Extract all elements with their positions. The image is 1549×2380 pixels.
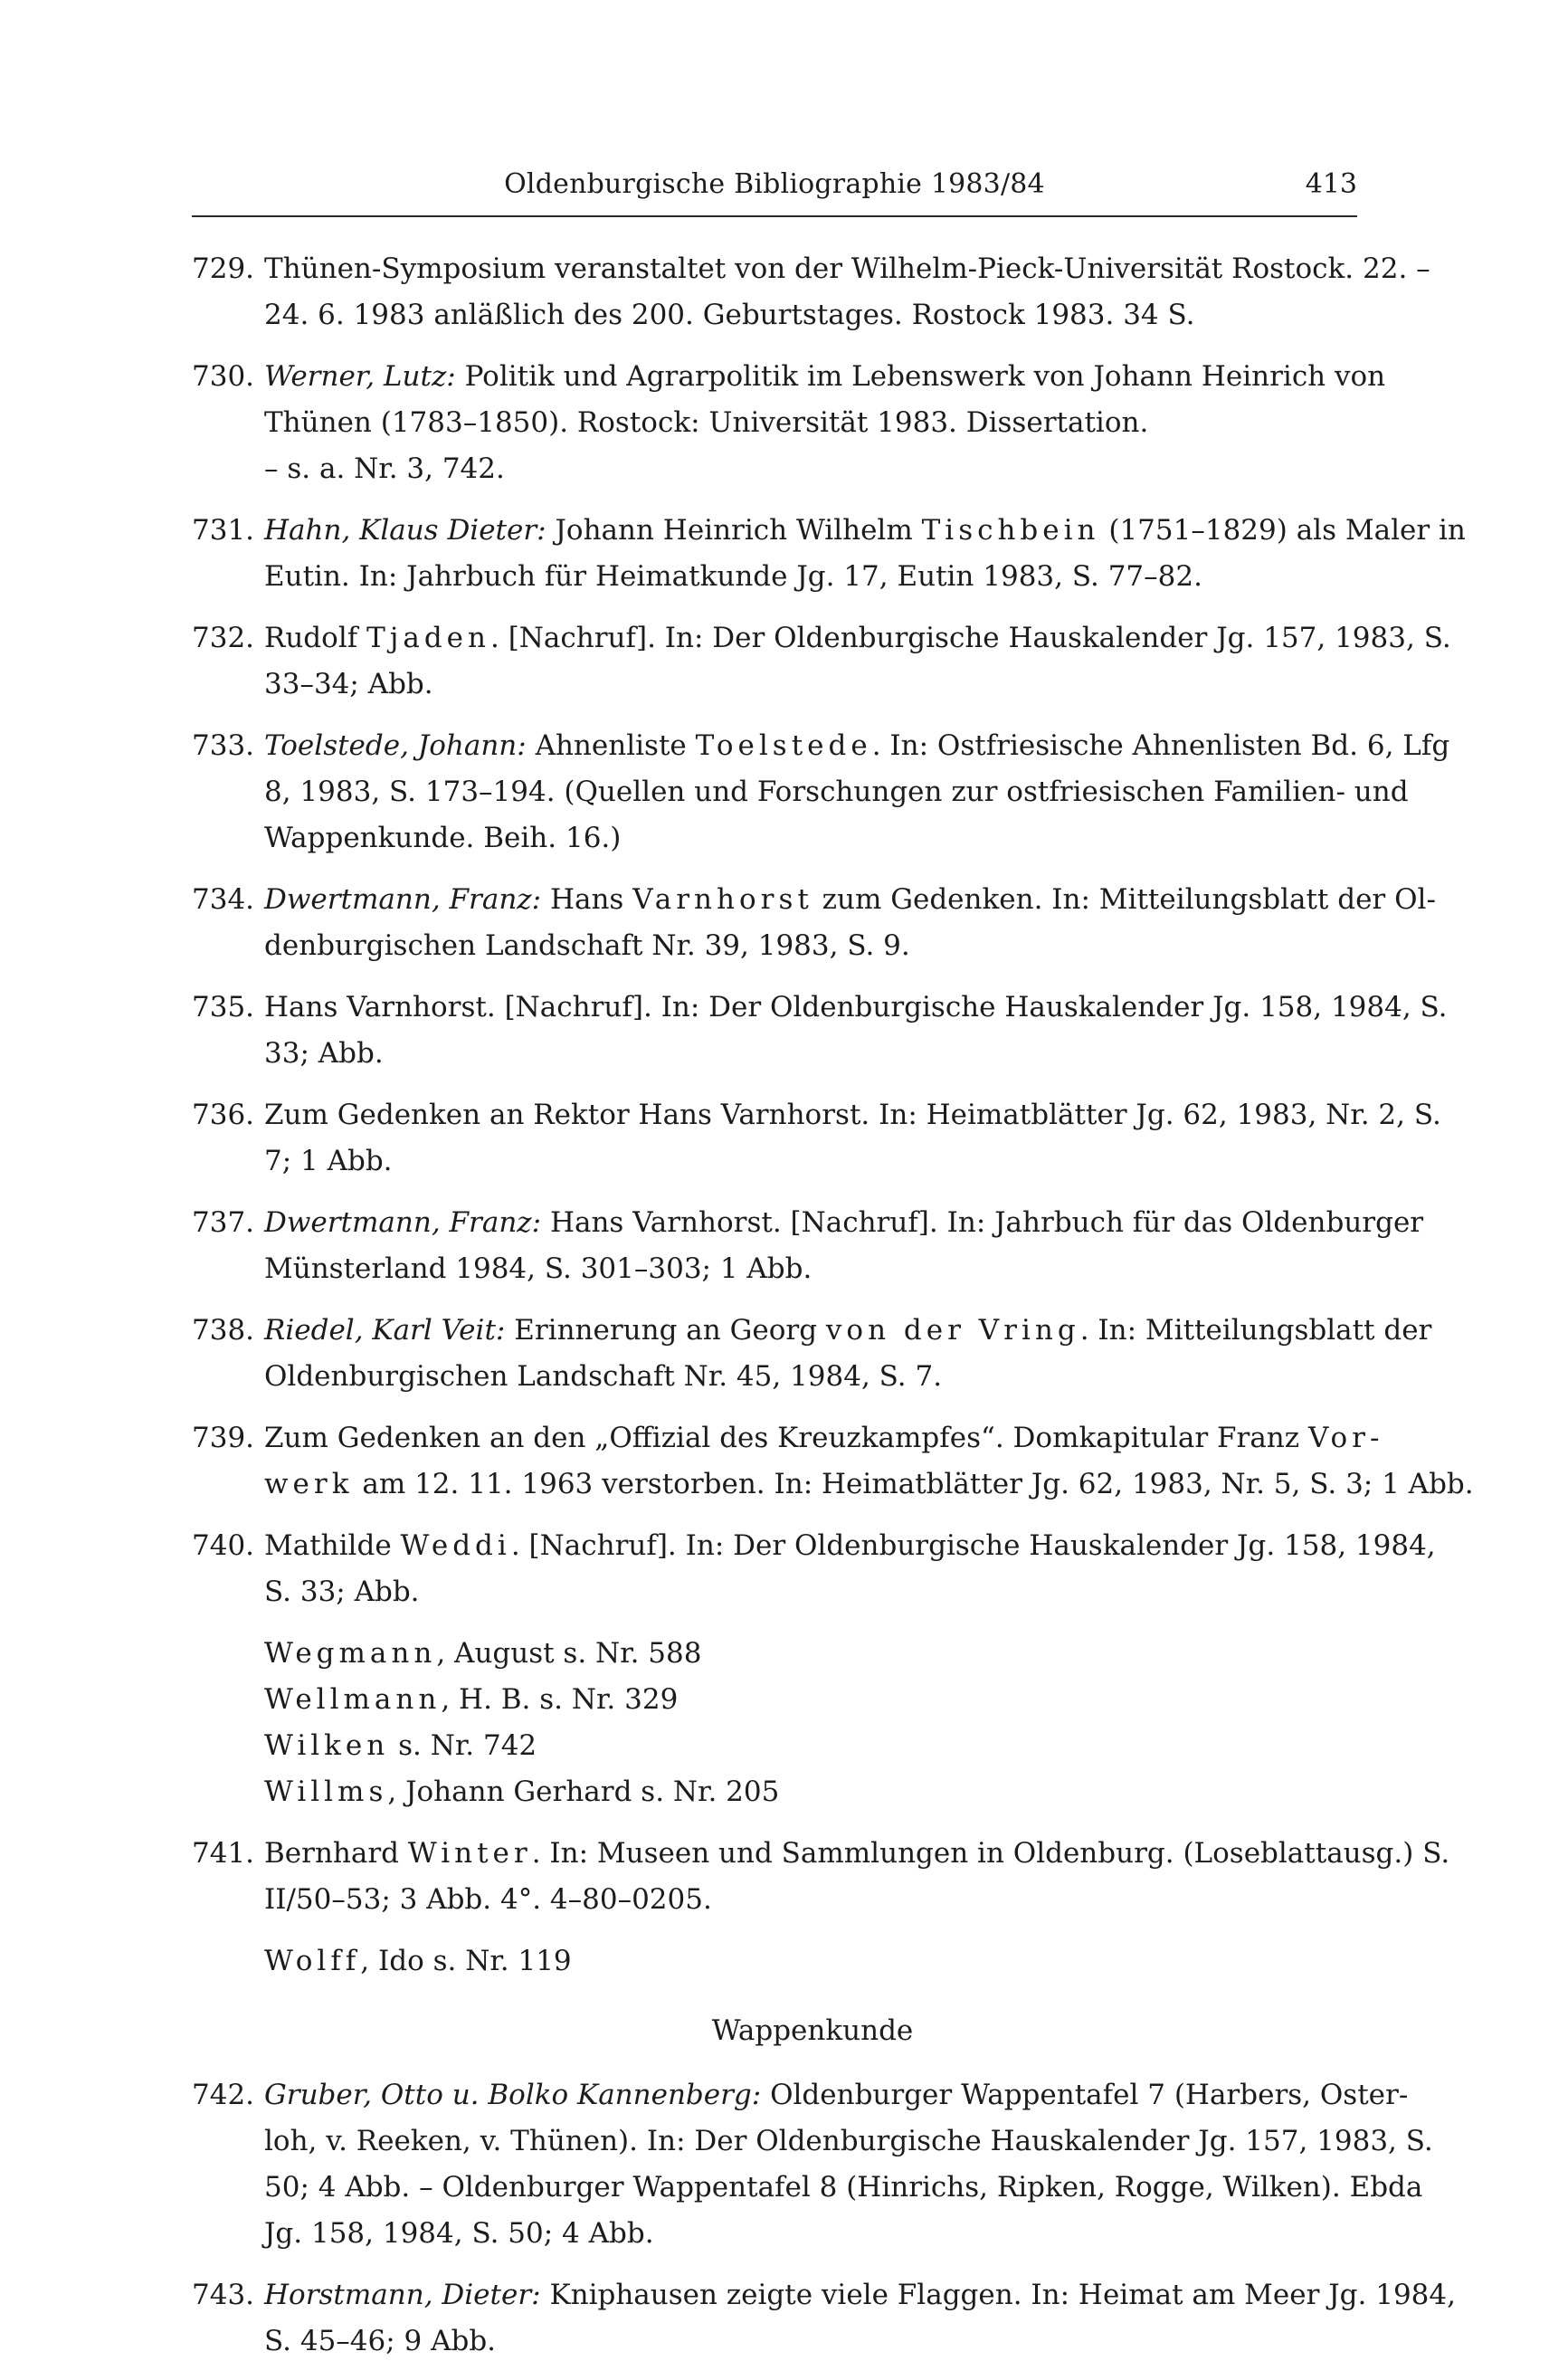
entry-text: Rudolf Tjaden. [Nachruf]. In: Der Oldenburgische Hauskalender Jg. 157, 1983, S. — [264, 622, 1451, 654]
entry-number: 732. — [192, 622, 255, 654]
entry-text: Bernhard Winter. In: Museen und Sammlungen in Oldenburg. (Loseblattausg.) S. — [264, 1837, 1450, 1870]
entry-number: 734. — [192, 883, 255, 916]
index-reference: Willms, Johann Gerhard s. Nr. 205 — [264, 1775, 780, 1808]
entry-733 — [192, 723, 1450, 862]
entry-number: 741. — [192, 1837, 255, 1870]
index-references — [192, 1938, 1361, 1985]
spaced-name: Toelstede — [695, 729, 872, 762]
entry-740 — [192, 1523, 1436, 1615]
spaced-name: Tjaden — [366, 622, 490, 654]
spaced-name: Winter — [407, 1837, 532, 1870]
entry-736 — [192, 1092, 1441, 1185]
entry-text: S. 33; Abb. — [264, 1576, 420, 1608]
see-also-reference: – s. a. Nr. 3, 742. — [264, 452, 505, 485]
entry-number: 742. — [192, 2079, 255, 2111]
bibliography-content — [192, 246, 1474, 2380]
spaced-name: Wilken — [264, 1729, 390, 1762]
entry-text: Eutin. In: Jahrbuch für Heimatkunde Jg. 17, Eutin 1983, S. 77–82. — [264, 560, 1202, 593]
entry-number: 743. — [192, 2279, 255, 2311]
entry-text: Mathilde Weddi. [Nachruf]. In: Der Oldenburgische Hauskalender Jg. 158, 1984, — [264, 1529, 1436, 1562]
entry-text: Horstmann, Dieter: Kniphausen zeigte viele Flaggen. In: Heimat am Meer Jg. 1984, — [264, 2279, 1456, 2311]
entry-text: 33; Abb. — [264, 1037, 384, 1070]
spaced-name: Weddi — [400, 1529, 511, 1562]
index-reference: Wolff, Ido s. Nr. 119 — [264, 1945, 572, 1977]
spaced-name: Vor- — [1307, 1422, 1384, 1454]
entry-732 — [192, 615, 1451, 708]
entry-729 — [192, 246, 1430, 338]
entry-text: Thünen-Symposium veranstaltet von der Wilhelm-Pieck-Universität Rostock. 22. – — [264, 252, 1430, 285]
entry-text: Werner, Lutz: Politik und Agrarpolitik im Lebenswerk von Johann Heinrich von — [264, 360, 1386, 393]
entry-number: 735. — [192, 991, 255, 1023]
spaced-name: werk — [264, 1468, 354, 1500]
entry-734 — [192, 877, 1436, 969]
entry-number: 739. — [192, 1422, 255, 1454]
entry-text: denburgischen Landschaft Nr. 39, 1983, S. 9. — [264, 929, 910, 962]
index-references — [192, 1631, 1361, 1815]
section-heading: Wappenkunde — [711, 2014, 914, 2047]
entry-730 — [192, 354, 1386, 492]
spaced-name: Varnhorst — [632, 883, 813, 916]
entry-text: 8, 1983, S. 173–194. (Quellen und Forschungen zur ostfriesischen Familien- und — [264, 776, 1409, 808]
entry-742 — [192, 2072, 1433, 2257]
entry-text: Hahn, Klaus Dieter: Johann Heinrich Wilhelm Tischbein (1751–1829) als Maler in — [264, 514, 1466, 547]
entry-author: Gruber, Otto u. Bolko Kannenberg: — [264, 2079, 762, 2111]
spaced-name: von der Vring — [825, 1314, 1080, 1347]
entry-text: II/50–53; 3 Abb. 4°. 4–80–0205. — [264, 1883, 712, 1916]
entry-author: Riedel, Karl Veit: — [264, 1314, 506, 1347]
entry-author: Dwertmann, Franz: — [264, 1206, 542, 1239]
entry-text: 7; 1 Abb. — [264, 1145, 393, 1177]
entry-number: 733. — [192, 729, 255, 762]
entry-number: 737. — [192, 1206, 255, 1239]
entry-number: 736. — [192, 1099, 255, 1131]
entry-text: Zum Gedenken an den „Offizial des Kreuzkampfes“. Domkapitular Franz Vor- — [264, 1422, 1384, 1454]
entry-738 — [192, 1308, 1432, 1400]
index-reference: Wegmann, August s. Nr. 588 — [264, 1637, 702, 1670]
entry-text: Oldenburgischen Landschaft Nr. 45, 1984, S. 7. — [264, 1360, 943, 1393]
entry-text: Wappenkunde. Beih. 16.) — [264, 822, 622, 854]
entry-number: 738. — [192, 1314, 255, 1347]
index-reference: Wellmann, H. B. s. Nr. 329 — [264, 1683, 679, 1716]
entry-737 — [192, 1200, 1424, 1292]
entry-text: 50; 4 Abb. – Oldenburger Wappentafel 8 (Hinrichs, Ripken, Rogge, Wilken). Ebda — [264, 2171, 1423, 2204]
entry-text: Zum Gedenken an Rektor Hans Varnhorst. In: Heimatblätter Jg. 62, 1983, Nr. 2, S. — [264, 1099, 1441, 1131]
entry-text: werk am 12. 11. 1963 verstorben. In: Heimatblätter Jg. 62, 1983, Nr. 5, S. 3; 1 Abb. — [264, 1468, 1474, 1500]
spaced-name: Tischbein — [921, 514, 1100, 547]
entry-text: Jg. 158, 1984, S. 50; 4 Abb. — [264, 2217, 654, 2250]
spaced-name: Wellmann — [264, 1683, 442, 1716]
spaced-name: Willms — [264, 1775, 388, 1808]
entry-text: Thünen (1783–1850). Rostock: Universität 1983. Dissertation. — [264, 406, 1149, 439]
entry-text: Gruber, Otto u. Bolko Kannenberg: Oldenburger Wappentafel 7 (Harbers, Oster- — [264, 2079, 1409, 2111]
entry-number: 730. — [192, 360, 255, 393]
entry-739 — [192, 1415, 1474, 1508]
entry-text: 33–34; Abb. — [264, 668, 433, 700]
entry-author: Horstmann, Dieter: — [264, 2279, 541, 2311]
running-head — [192, 161, 1357, 217]
spaced-name: Wegmann — [264, 1637, 437, 1670]
entry-author: Hahn, Klaus Dieter: — [264, 514, 546, 547]
index-reference: Wilken s. Nr. 742 — [264, 1729, 537, 1762]
entry-text: Riedel, Karl Veit: Erinnerung an Georg von der Vring. In: Mitteilungsblatt der — [264, 1314, 1432, 1347]
entry-735 — [192, 985, 1448, 1077]
entry-text: S. 45–46; 9 Abb. — [264, 2325, 497, 2357]
entry-743 — [192, 2272, 1456, 2365]
entry-text: Hans Varnhorst. [Nachruf]. In: Der Oldenburgische Hauskalender Jg. 158, 1984, S. — [264, 991, 1448, 1023]
running-title: Oldenburgische Bibliographie 1983/84 — [504, 168, 1045, 200]
entry-text: Toelstede, Johann: Ahnenliste Toelstede. In: Ostfriesische Ahnenlisten Bd. 6, Lfg — [264, 729, 1450, 762]
entry-741 — [192, 1831, 1450, 1923]
entry-author: Dwertmann, Franz: — [264, 883, 542, 916]
spaced-name: Wolff — [264, 1945, 361, 1977]
entry-number: 731. — [192, 514, 255, 547]
entry-number: 729. — [192, 252, 255, 285]
page-number: 413 — [1305, 168, 1357, 200]
entry-text: Münsterland 1984, S. 301–303; 1 Abb. — [264, 1252, 813, 1285]
entry-text: 24. 6. 1983 anläßlich des 200. Geburtstages. Rostock 1983. 34 S. — [264, 299, 1195, 331]
entry-number: 740. — [192, 1529, 255, 1562]
entry-731 — [192, 508, 1466, 600]
entry-text: loh, v. Reeken, v. Thünen). In: Der Oldenburgische Hauskalender Jg. 157, 1983, S. — [264, 2125, 1433, 2157]
entry-author: Toelstede, Johann: — [264, 729, 527, 762]
entry-text: Dwertmann, Franz: Hans Varnhorst. [Nachruf]. In: Jahrbuch für das Oldenburger — [264, 1206, 1424, 1239]
entry-text: Dwertmann, Franz: Hans Varnhorst zum Gedenken. In: Mitteilungsblatt der Ol- — [264, 883, 1436, 916]
entry-author: Werner, Lutz: — [264, 360, 456, 393]
